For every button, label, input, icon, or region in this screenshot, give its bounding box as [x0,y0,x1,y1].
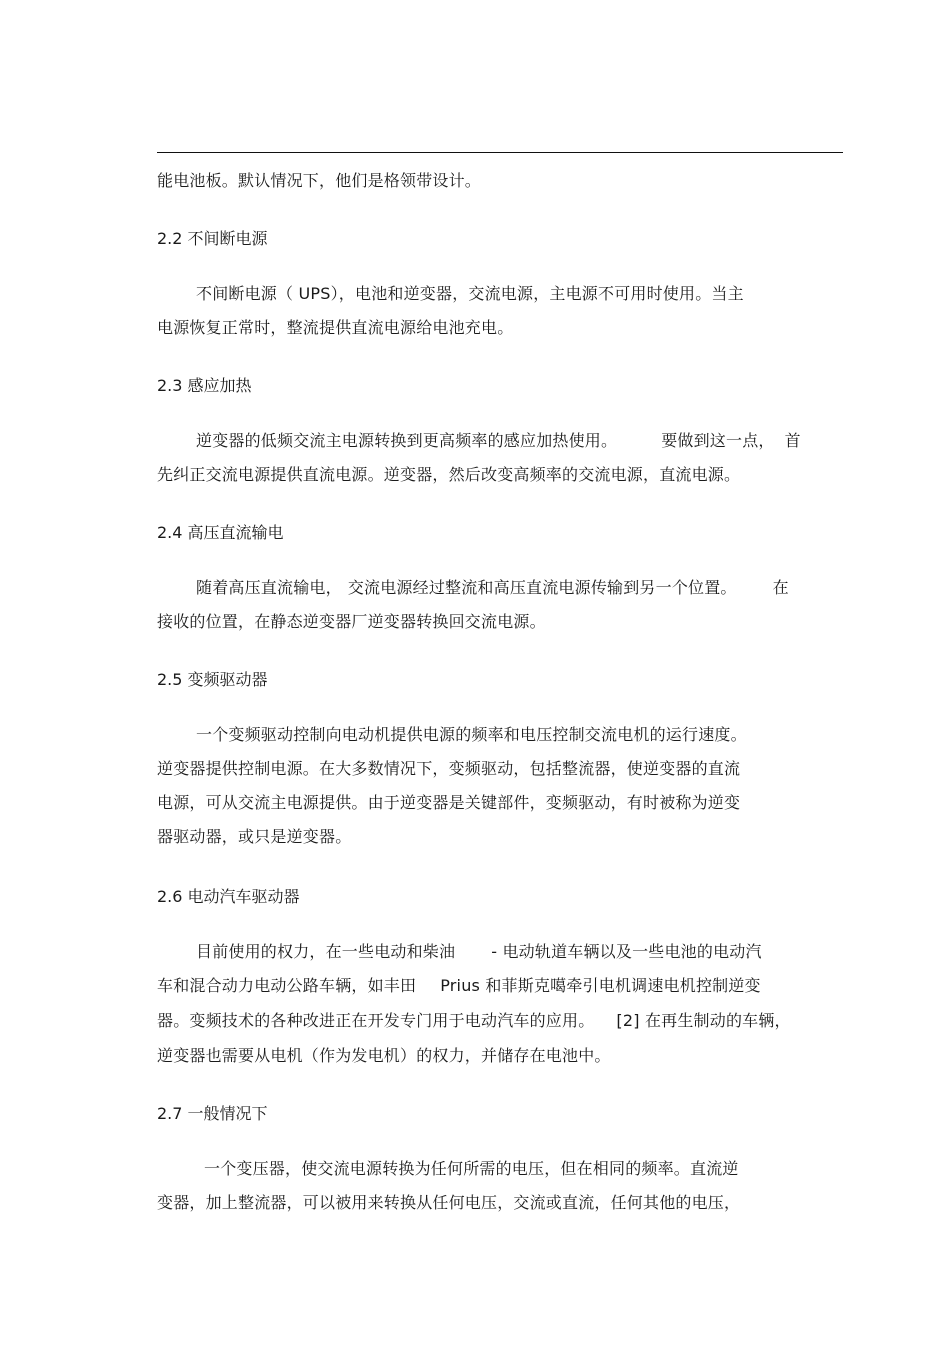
paragraph-line [157,1010,791,1032]
text-run: 随着高压直流输电， [196,578,342,597]
paragraph-line [196,577,789,599]
text-run: 器。变频技术的各种改进正在开发专门用于电动汽车的应用。 [157,1011,595,1030]
section-heading-2-3: 2.3 感应加热 [157,376,252,395]
paragraph-line: 器驱动器，或只是逆变器。 [157,827,352,846]
text-run: Prius 和菲斯克噶牵引电机调速电机控制逆变 [440,976,761,995]
paragraph-line [196,941,762,963]
paragraph-line: 逆变器也需要从电机（作为发电机）的权力，并储存在电池中。 [157,1046,611,1065]
paragraph-line: 电源，可从交流主电源提供。由于逆变器是关键部件，变频驱动，有时被称为逆变 [157,793,741,812]
section-heading-2-4: 2.4 高压直流输电 [157,523,284,542]
paragraph-line: 先纠正交流电源提供直流电源。逆变器，然后改变高频率的交流电源，直流电源。 [157,465,741,484]
text-run: - 电动轨道车辆以及一些电池的电动汽 [491,942,762,961]
paragraph-line: 电源恢复正常时，整流提供直流电源给电池充电。 [157,318,514,337]
section-heading-2-2: 2.2 不间断电源 [157,229,268,248]
paragraph-line: 一个变频驱动控制向电动机提供电源的频率和电压控制交流电机的运行速度。 [196,725,747,744]
section-heading-2-5: 2.5 变频驱动器 [157,670,268,689]
text-run: [2] 在再生制动的车辆， [616,1011,791,1030]
text-run: 要做到这一点， [661,431,775,450]
paragraph-line [196,430,801,452]
paragraph-line: 逆变器提供控制电源。在大多数情况下，变频驱动，包括整流器，使逆变器的直流 [157,759,741,778]
header-rule [157,152,843,153]
paragraph-line: 能电池板。默认情况下，他们是格领带设计。 [157,171,482,190]
text-run: 目前使用的权力，在一些电动和柴油 [196,942,456,961]
paragraph-line [157,975,761,997]
paragraph-line: 接收的位置，在静态逆变器厂逆变器转换回交流电源。 [157,612,546,631]
section-heading-2-6: 2.6 电动汽车驱动器 [157,887,300,906]
section-heading-2-7: 2.7 一般情况下 [157,1104,268,1123]
text-run: 在 [772,578,789,597]
text-run: 首 [784,431,801,450]
paragraph-line: 不间断电源（ UPS），电池和逆变器，交流电源，主电源不可用时使用。当主 [196,284,744,303]
paragraph-line: 变器，加上整流器，可以被用来转换从任何电压，交流或直流，任何其他的电压， [157,1193,741,1212]
text-run: 车和混合动力电动公路车辆，如丰田 [157,976,417,995]
text-run: 交流电源经过整流和高压直流电源传输到另一个位置。 [347,578,737,597]
text-run: 逆变器的低频交流主电源转换到更高频率的感应加热使用。 [196,431,618,450]
paragraph-line: 一个变压器，使交流电源转换为任何所需的电压，但在相同的频率。直流逆 [204,1159,739,1178]
